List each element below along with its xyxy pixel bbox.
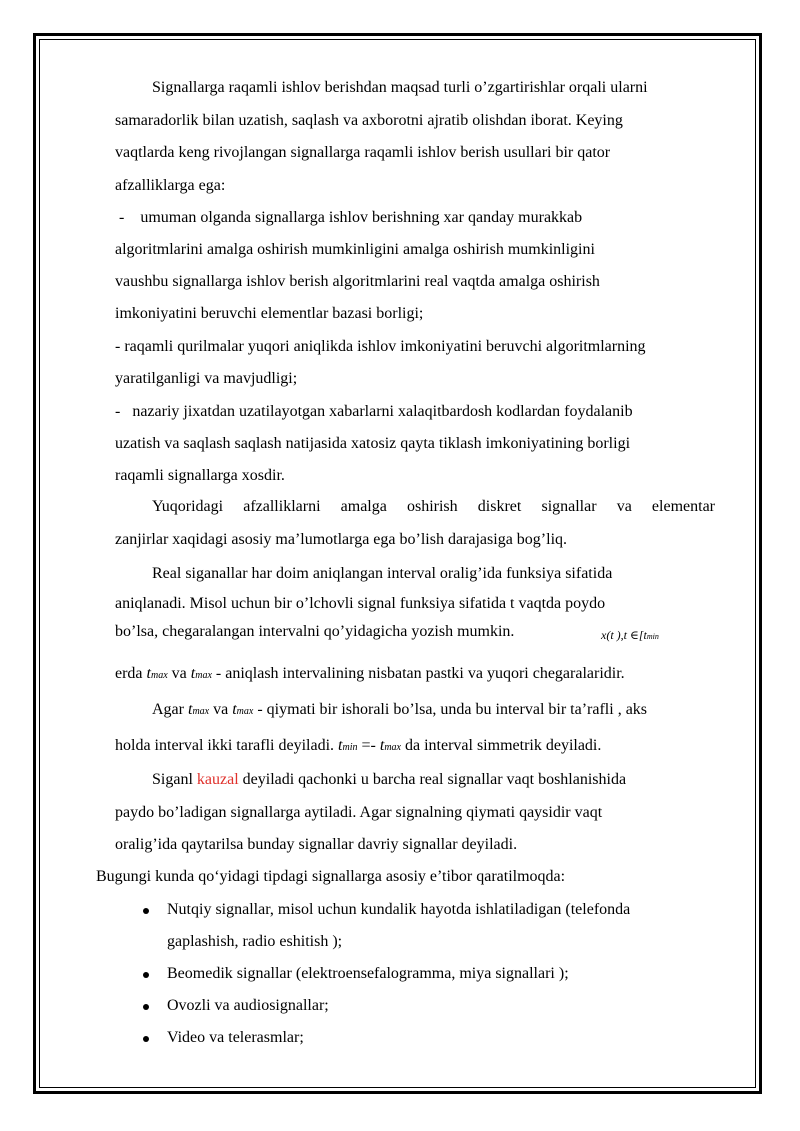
text-span: va	[209, 701, 233, 718]
text-line: uzatish va saqlash saqlash natijasida xatosiz qayta tiklash imkoniyatining borligi	[115, 435, 631, 452]
var-t: t	[232, 701, 237, 718]
subscript: max	[150, 670, 168, 681]
var-t: t	[146, 665, 151, 682]
subscript: min	[342, 742, 358, 753]
subscript: max	[195, 670, 212, 681]
list-item: Ovozli va audiosignallar;	[167, 997, 329, 1014]
text-line: - umuman olganda signallarga ishlov berishning xar qanday murakkab	[115, 209, 583, 226]
bullet-dot	[143, 1004, 149, 1010]
text-line: raqamli signallarga xosdir.	[115, 467, 285, 484]
subscript: max	[192, 706, 210, 717]
var-t: t	[338, 737, 343, 754]
text-line: vaqtlarda keng rivojlangan signallarga raqamli ishlov berish usullari bir qator	[115, 144, 611, 161]
formula-main: x(t ),t ∈[t	[601, 628, 647, 642]
subscript: max	[236, 706, 254, 717]
text-line	[115, 664, 625, 686]
bullet-dot	[143, 908, 149, 914]
text-line	[152, 700, 647, 722]
text-line	[152, 770, 626, 790]
subscript: max	[384, 742, 401, 753]
text-line: Real siganallar har doim aniqlangan interval oralig’ida funksiya sifatida	[152, 565, 613, 582]
text-line: oralig’ida qaytarilsa bunday signallar davriy signallar deyiladi.	[115, 836, 518, 853]
text-line: paydo bo’ladigan signallarga aytiladi. Agar signalning qiymati qaysidir vaqt	[115, 804, 603, 821]
text-span: erda	[115, 665, 147, 682]
bullet-dot	[143, 972, 149, 978]
text-line	[115, 736, 601, 758]
text-span: Siganl	[152, 771, 197, 788]
text-line: aniqlanadi. Misol uchun bir o’lchovli signal funksiya sifatida t vaqtda poydo	[115, 595, 606, 612]
list-item: Beomedik signallar (elektroensefalogramma, miya signallari );	[167, 965, 569, 982]
text-span: - aniqlash intervalining nisbatan pastki va yuqori chegaralaridir.	[211, 665, 625, 682]
text-span: holda interval ikki tarafli deyiladi.	[115, 737, 339, 754]
text-span: va	[167, 665, 191, 682]
text-line: samaradorlik bilan uzatish, saqlash va axborotni ajratib olishdan iborat. Keying	[115, 112, 623, 129]
list-item: Nutqiy signallar, misol uchun kundalik hayotda ishlatiladigan (telefonda	[167, 901, 631, 918]
text-line: zanjirlar xaqidagi asosiy ma’lumotlarga ega bo’lish darajasiga bog’liq.	[115, 531, 568, 548]
formula-sub: min	[646, 632, 659, 641]
list-item: gaplashish, radio eshitish );	[167, 933, 343, 950]
text-line: Yuqoridagi afzalliklarni amalga oshirish diskret signallar va elementar	[152, 498, 715, 515]
text-span: da interval simmetrik deyiladi.	[400, 737, 602, 754]
text-span: =-	[357, 737, 380, 754]
var-t: t	[190, 665, 196, 682]
text-line: bo’lsa, chegaralangan intervalni qo’yidagicha yozish mumkin.	[115, 623, 515, 640]
text-line: algoritmlarini amalga oshirish mumkinligini amalga oshirish mumkinligini	[115, 241, 595, 258]
text-span: Agar	[152, 701, 188, 718]
text-span: - qiymati bir ishorali bo’lsa, unda bu interval bir ta’rafli , aks	[253, 701, 648, 718]
text-line: yaratilganligi va mavjudligi;	[115, 370, 298, 387]
text-line: - nazariy jixatdan uzatilayotgan xabarlarni xalaqitbardosh kodlardan foydalanib	[115, 403, 633, 420]
bullet-dot	[143, 1036, 149, 1042]
text-line: afzalliklarga ega:	[115, 177, 226, 194]
text-line: - raqamli qurilmalar yuqori aniqlikda ishlov imkoniyatini beruvchi algoritmlarning	[115, 338, 646, 355]
text-span: deyiladi qachonki u barcha real signallar vaqt boshlanishida	[238, 771, 627, 788]
var-t: t	[187, 701, 193, 718]
text-line: Signallarga raqamli ishlov berishdan maqsad turli o’zgartirishlar orqali ularni	[152, 79, 648, 96]
text-line: imkoniyatini beruvchi elementlar bazasi borligi;	[115, 305, 424, 322]
text-line: Bugungi kunda qo‘yidagi tipdagi signallarga asosiy e’tibor qaratilmoqda:	[96, 868, 566, 885]
interval-formula	[601, 625, 659, 647]
highlighted-word: kauzal	[196, 771, 239, 788]
text-line: vaushbu signallarga ishlov berish algoritmlarini real vaqtda amalga oshirish	[115, 273, 600, 290]
list-item: Video va telerasmlar;	[167, 1029, 304, 1046]
var-t: t	[379, 737, 385, 754]
